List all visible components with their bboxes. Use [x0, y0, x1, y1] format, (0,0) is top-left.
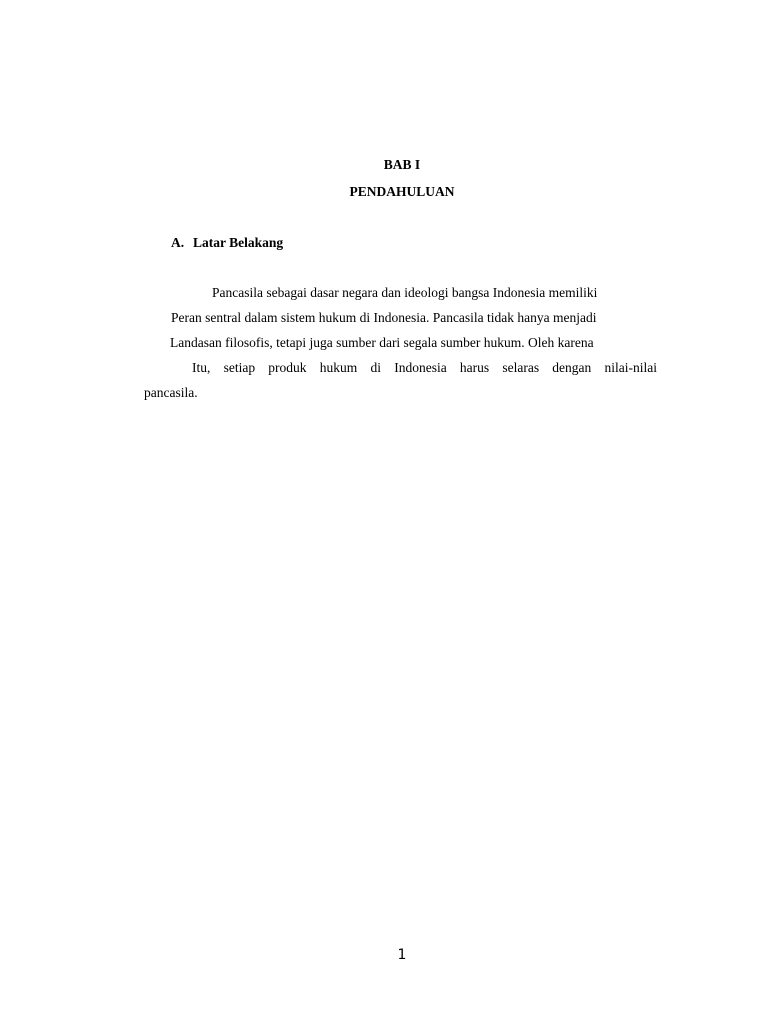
section-marker: A. [171, 235, 185, 250]
chapter-number: BAB I [383, 157, 421, 172]
chapter-title: PENDAHULUAN [349, 184, 455, 199]
section-heading [171, 234, 283, 252]
paragraph-line: Landasan filosofis, tetapi juga sumber dari segala sumber hukum. Oleh karena [170, 335, 594, 350]
paragraph-line: Peran sentral dalam sistem hukum di Indonesia. Pancasila tidak hanya menjadi [171, 310, 597, 325]
section-title: Latar Belakang [193, 235, 284, 250]
paragraph-line: Pancasila sebagai dasar negara dan ideologi bangsa Indonesia memiliki [212, 285, 598, 300]
paragraph-line: Itu, setiap produk hukum di Indonesia harus selaras dengan nilai-nilai [192, 360, 657, 375]
page-number: 1 [397, 947, 407, 963]
paragraph-line: pancasila. [144, 385, 198, 400]
